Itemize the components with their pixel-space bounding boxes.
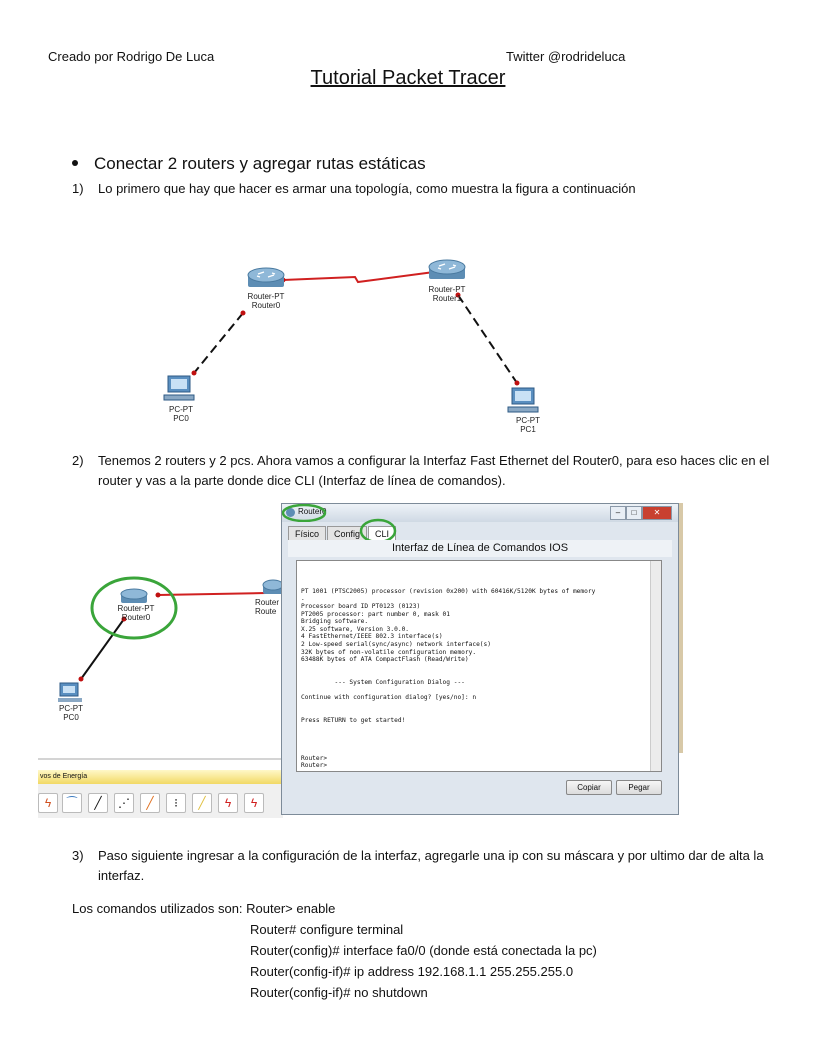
device-name: PC0 [173, 414, 189, 423]
step-text: Paso siguiente ingresar a la configuración de la interfaz, agregarle una ip con su máscara y por ultimo dar de alta la interfaz. [98, 848, 764, 883]
device-name: Route [255, 607, 277, 616]
terminal-line [301, 664, 657, 672]
router-icon [121, 589, 147, 603]
minimize-button[interactable]: – [610, 506, 626, 520]
terminal-line: . [301, 595, 305, 603]
terminal-line: Router> [301, 754, 328, 762]
router0-window [281, 503, 679, 815]
title-highlight-circle [282, 504, 330, 522]
terminal-line: PT 1001 (PTSC2005) processor (revision 0x200) with 60416K/5120K bytes of memory [301, 587, 596, 595]
pc-icon [58, 683, 82, 702]
ethernet-link-pc1 [458, 295, 517, 383]
cli-terminal[interactable] [296, 560, 662, 772]
device-name: PC1 [520, 425, 536, 434]
step-text: Lo primero que hay que hacer es armar una topología, como muestra la figura a continuación [98, 181, 636, 196]
device-type: Router-PT [428, 285, 466, 294]
phone-cable-icon[interactable]: ⁝ [166, 793, 186, 813]
pc-icon [508, 388, 538, 412]
copy-button[interactable]: Copiar [566, 780, 612, 795]
step-number: 3) [72, 848, 84, 863]
link-endpoint [79, 677, 84, 682]
terminal-line [301, 687, 657, 695]
device-type: PC-PT [169, 405, 193, 414]
terminal-scrollbar[interactable] [650, 561, 661, 771]
terminal-line [301, 740, 657, 748]
terminal-line: Continue with configuration dialog? [yes/no]: n [301, 694, 477, 702]
router1-label [417, 285, 477, 303]
tab-fisico[interactable]: Físico [288, 526, 326, 542]
router0-label [106, 604, 166, 622]
device-name: PC0 [63, 713, 79, 722]
device-type: Router-PT [247, 292, 285, 301]
link-endpoint [192, 371, 197, 376]
connections-toolbar [38, 784, 283, 818]
page-title: Tutorial Packet Tracer [310, 67, 506, 89]
twitter-handle: Twitter @rodrideluca [506, 49, 626, 64]
link-endpoint [241, 311, 246, 316]
straight-cable-icon[interactable]: ╱ [88, 793, 108, 813]
terminal-line: PT2005 processor: part number 0, mask 01 [301, 610, 451, 618]
commands-intro: Los comandos utilizados son: Router> enable [72, 901, 336, 916]
device-name: Router0 [251, 301, 281, 310]
terminal-line: Press RETURN to get started! [301, 716, 406, 724]
step-1 [72, 179, 772, 199]
link-endpoint [515, 381, 520, 386]
window-title: Router0 [298, 507, 327, 516]
router-icon [263, 580, 283, 594]
terminal-line: Processor board ID PT0123 (0123) [301, 602, 421, 610]
terminal-line [301, 724, 657, 732]
terminal-line [301, 732, 657, 740]
paste-button[interactable]: Pegar [616, 780, 662, 795]
author-credit: Creado por Rodrigo De Luca [48, 49, 215, 64]
tab-config[interactable]: Config [327, 526, 367, 542]
device-type: PC-PT [59, 704, 83, 713]
terminal-line [301, 671, 657, 679]
terminal-line: Bridging software. [301, 618, 369, 626]
section-heading [72, 154, 426, 174]
command-line: Router(config)# interface fa0/0 (donde está conectada la pc) [250, 943, 597, 958]
terminal-line: 2 Low-speed serial(sync/async) network interface(s) [301, 640, 491, 648]
terminal-line: 63488K bytes of ATA CompactFlash (Read/Write) [301, 656, 469, 664]
ethernet-link-pc0 [194, 313, 243, 373]
terminal-line: Router> [301, 762, 328, 770]
step-3 [72, 846, 772, 886]
close-button[interactable]: ✕ [642, 506, 672, 520]
step-text: Tenemos 2 routers y 2 pcs. Ahora vamos a configurar la Interfaz Fast Ethernet del Router0, para eso haces clic en el router y vas a la parte donde dice CLI (Interfaz de línea de comandos). [98, 453, 770, 488]
router0-label [236, 292, 296, 310]
pc1-label [498, 416, 558, 434]
terminal-line: --- System Configuration Dialog --- [301, 678, 465, 686]
pc-icon [164, 376, 194, 400]
fiber-cable-icon[interactable]: ╱ [140, 793, 160, 813]
serial-link [158, 593, 266, 595]
router-icon [429, 260, 465, 279]
serial-link [283, 272, 434, 282]
pc0-label [151, 405, 211, 423]
section-heading-text: Conectar 2 routers y agregar rutas estáticas [94, 154, 426, 173]
step-number: 2) [72, 453, 84, 468]
crossover-cable-icon[interactable]: ⋰ [114, 793, 134, 813]
coaxial-cable-icon[interactable]: ╱ [192, 793, 212, 813]
terminal-line [301, 747, 657, 755]
router-icon [248, 268, 284, 287]
energy-bar: vos de Energía [38, 770, 283, 784]
pc0-label [41, 704, 101, 722]
command-line: Router(config-if)# ip address 192.168.1.1 255.255.255.0 [250, 964, 574, 979]
console-cable-icon[interactable]: ⁀ [62, 793, 82, 813]
serial-dce-icon[interactable]: ϟ [218, 793, 238, 813]
device-type: PC-PT [516, 416, 540, 425]
bullet-dot [72, 160, 78, 166]
device-name: Router1 [432, 294, 462, 303]
step-2 [72, 451, 772, 491]
window-titlebar[interactable] [282, 504, 678, 522]
terminal-line: X.25 software, Version 3.0.0. [301, 625, 410, 633]
link-endpoint [156, 593, 161, 598]
terminal-line: 32K bytes of non-volatile configuration memory. [301, 648, 477, 656]
serial-dte-icon[interactable]: ϟ [244, 793, 264, 813]
device-type: Router-PT [117, 604, 155, 613]
command-line: Router# configure terminal [250, 922, 404, 937]
device-type: Router [255, 598, 280, 607]
tab-cli[interactable]: CLI [368, 526, 396, 542]
device-name: Router0 [121, 613, 151, 622]
step-number: 1) [72, 181, 84, 196]
terminal-line [301, 702, 657, 710]
terminal-line: 4 FastEthernet/IEEE 802.3 interface(s) [301, 633, 443, 641]
lightning-icon[interactable]: ϟ [38, 793, 58, 813]
terminal-line [301, 709, 657, 717]
command-line: Router(config-if)# no shutdown [250, 985, 428, 1000]
side-panel-edge [679, 503, 683, 753]
cli-heading: Interfaz de Línea de Comandos IOS [288, 540, 672, 557]
maximize-button[interactable]: □ [626, 506, 642, 520]
